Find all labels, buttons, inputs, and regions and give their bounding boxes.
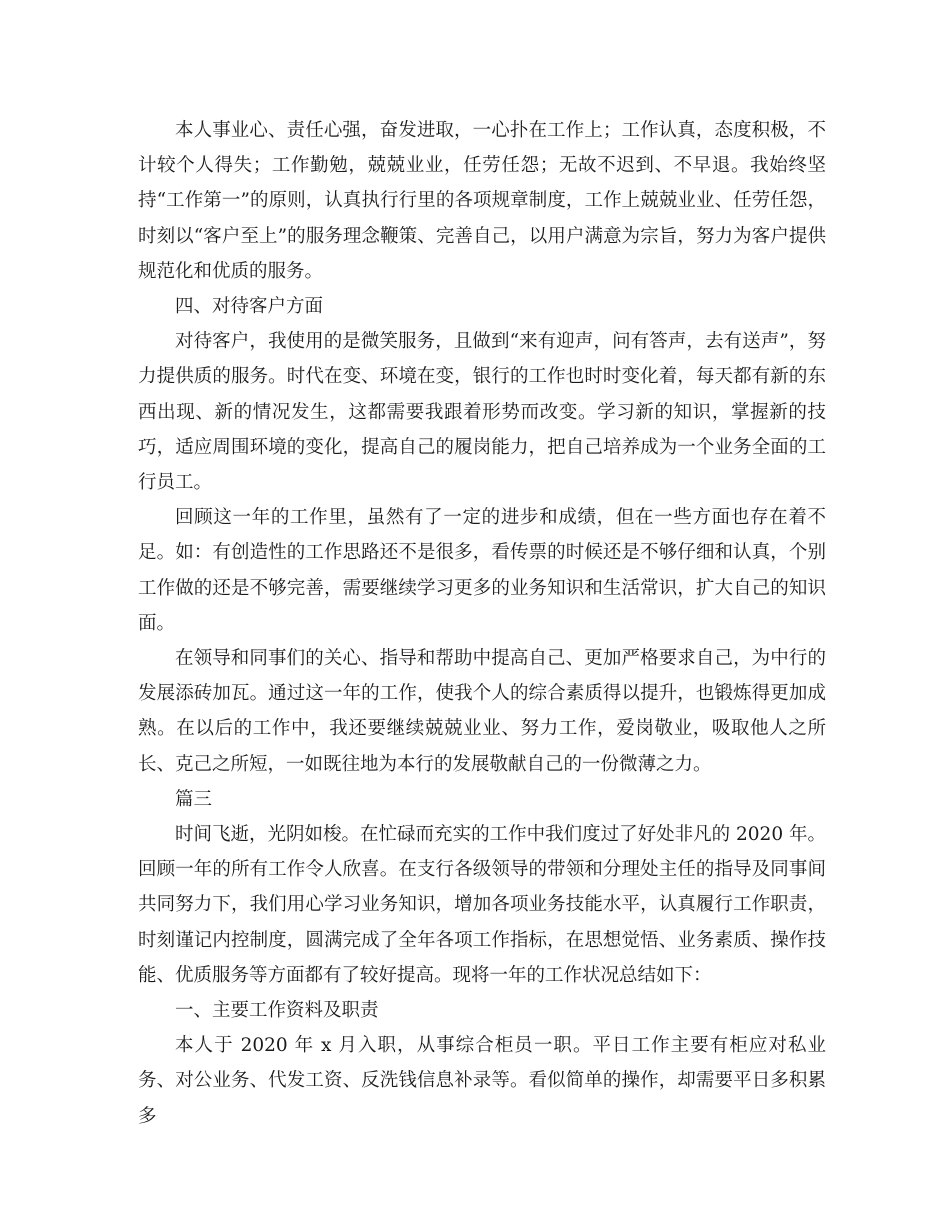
paragraph-year-review: 时间飞逝，光阴如梭。在忙碌而充实的工作中我们度过了好处非凡的 2020 年。回顾一年的所有工作令人欣喜。在支行各级领导的带领和分理处主任的指导及同事间共同努力下，我们用心学习业务知识，增加各项业务技能水平，认真履行工作职责，时刻谨记内控制度，圆满完成了全年各项工作指标，在思想觉悟、业务素质、操作技能、优质服务等方面都有了较好提高。现将一年的工作状况总结如下： [138, 824, 826, 986]
section-heading-customers: 四、对待客户方面 [175, 296, 324, 318]
section-heading-part-three: 篇三 [175, 788, 213, 810]
paragraph-shortcomings: 回顾这一年的工作里，虽然有了一定的进步和成绩，但在一些方面也存在着不足。如：有创造性的工作思路还不是很多，看传票的时候还是不够仔细和认真，个别工作做的还是不够完善，需要继续学习更多的业务知识和生活常识，扩大自己的知识面。 [138, 507, 826, 634]
paragraph-work-attitude: 本人事业心、责任心强，奋发进取，一心扑在工作上；工作认真，态度积极，不计较个人得失；工作勤勉，兢兢业业，任劳任怨；无故不迟到、不早退。我始终坚持“工作第一”的原则，认真执行行里的各项规章制度，工作上兢兢业业、任劳任怨，时刻以“客户至上”的服务理念鞭策、完善自己，以用户满意为宗旨，努力为客户提供规范化和优质的服务。 [138, 120, 826, 282]
section-heading-duties: 一、主要工作资料及职责 [175, 1000, 379, 1022]
paragraph-growth: 在领导和同事们的关心、指导和帮助中提高自己、更加严格要求自己，为中行的发展添砖加瓦。通过这一年的工作，使我个人的综合素质得以提升，也锻炼得更加成熟。在以后的工作中，我还要继续兢兢业业、努力工作，爱岗敬业，吸取他人之所长、克己之所短，一如既往地为本行的发展敬献自己的一份微薄之力。 [138, 648, 826, 775]
paragraph-duties: 本人于 2020 年 x 月入职，从事综合柜员一职。平日工作主要有柜应对私业务、对公业务、代发工资、反洗钱信息补录等。看似简单的操作，却需要平日多积累多 [138, 1035, 826, 1127]
document-page [138, 113, 826, 1134]
paragraph-customer-service: 对待客户，我使用的是微笑服务，且做到“来有迎声，问有答声，去有送声”，努力提供质的服务。时代在变、环境在变，银行的工作也时时变化着，每天都有新的东西出现、新的情况发生，这都需要我跟着形势而改变。学习新的知识，掌握新的技巧，适应周围环境的变化，提高自己的履岗能力，把自己培养成为一个业务全面的工行员工。 [138, 331, 826, 494]
